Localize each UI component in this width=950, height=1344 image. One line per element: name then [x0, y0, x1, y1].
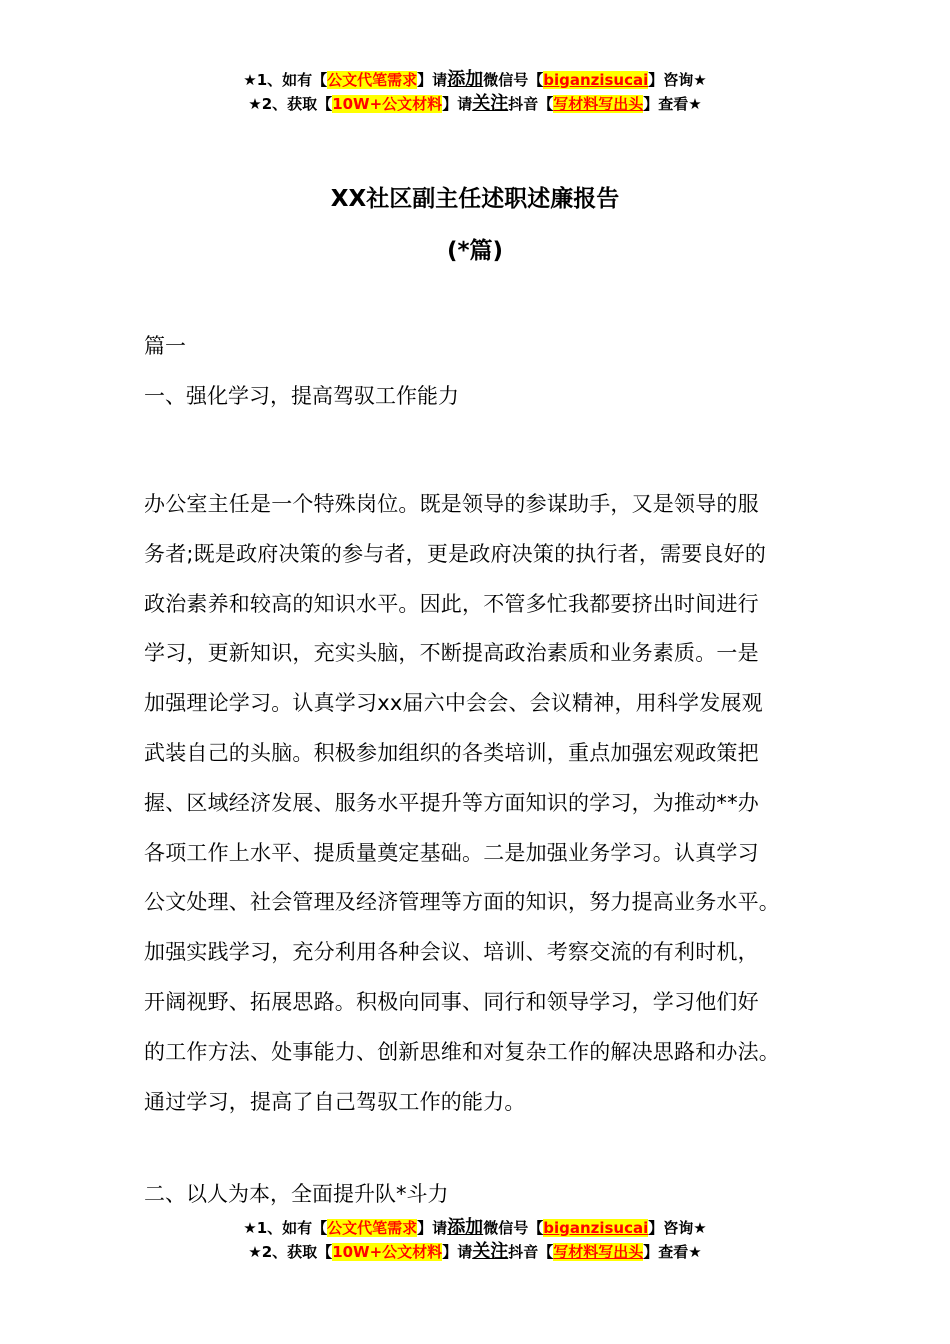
promo-highlight: 公文代笔需求	[327, 1219, 418, 1237]
paragraph-line: 的工作方法、处事能力、创新思维和对复杂工作的解决思路和办法。	[144, 1039, 780, 1064]
promo-text: 抖音【	[508, 95, 554, 113]
paragraph-line: 握、区域经济发展、服务水平提升等方面知识的学习，为推动**办	[144, 790, 759, 815]
promo-wechat-id: biganzisucai	[543, 71, 649, 89]
promo-line-2	[0, 1240, 950, 1264]
promo-text: 】请	[442, 1243, 473, 1261]
promo-banner-bottom	[0, 1216, 950, 1264]
paragraph-line: 办公室主任是一个特殊岗位。既是领导的参谋助手，又是领导的服	[144, 492, 759, 516]
heading-1: 一、强化学习，提高驾驭工作能力	[144, 384, 459, 408]
promo-text: 微信号【	[483, 71, 544, 89]
promo-highlight: 10W+公文材料	[332, 1243, 443, 1261]
paragraph-line: 武装自己的头脑。积极参加组织的各类培训，重点加强宏观政策把	[144, 740, 759, 765]
promo-text: 】请	[442, 95, 473, 113]
promo-text: ★2、获取【	[248, 1243, 333, 1261]
promo-emphasis: 添加	[447, 69, 484, 90]
paragraph-line: 开阔视野、拓展思路。积极向同事、同行和领导学习，学习他们好	[144, 989, 759, 1014]
promo-banner-top	[0, 68, 950, 116]
promo-text: 微信号【	[483, 1219, 544, 1237]
promo-line-2	[0, 92, 950, 116]
promo-line-1	[0, 1216, 950, 1240]
promo-emphasis: 关注	[472, 93, 509, 114]
section-label: 篇一	[144, 334, 186, 358]
promo-line-1	[0, 68, 950, 92]
document-title: XX社区副主任述职述廉报告	[330, 186, 620, 212]
paragraph-line: 学习，更新知识，充实头脑，不断提高政治素质和业务素质。一是	[144, 641, 759, 666]
promo-text: 】请	[417, 1219, 448, 1237]
paragraph-line: 加强实践学习，充分利用各种会议、培训、考察交流的有利时机，	[144, 940, 759, 965]
promo-text: 】请	[417, 71, 448, 89]
promo-text: 】咨询★	[648, 1219, 707, 1237]
promo-wechat-id: biganzisucai	[543, 1219, 649, 1237]
promo-emphasis: 关注	[472, 1241, 509, 1262]
promo-emphasis: 添加	[447, 1217, 484, 1238]
promo-text: 】咨询★	[648, 71, 707, 89]
document-subtitle: (*篇)	[446, 238, 504, 264]
promo-douyin-name: 写材料写出头	[553, 1243, 644, 1261]
paragraph-line: 各项工作上水平、提质量奠定基础。二是加强业务学习。认真学习	[144, 840, 759, 865]
paragraph-line: 政治素养和较高的知识水平。因此，不管多忙我都要挤出时间进行	[144, 591, 759, 616]
heading-2: 二、以人为本，全面提升队*斗力	[144, 1182, 449, 1206]
promo-text: 】查看★	[643, 1243, 702, 1261]
promo-text: 】查看★	[643, 95, 702, 113]
promo-douyin-name: 写材料写出头	[553, 95, 644, 113]
paragraph-line: 公文处理、社会管理及经济管理等方面的知识，努力提高业务水平。	[144, 890, 780, 915]
paragraph-1	[144, 480, 834, 1127]
promo-text: ★2、获取【	[248, 95, 333, 113]
promo-text: ★1、如有【	[243, 1219, 328, 1237]
promo-text: ★1、如有【	[243, 71, 328, 89]
promo-highlight: 公文代笔需求	[327, 71, 418, 89]
promo-text: 抖音【	[508, 1243, 554, 1261]
paragraph-line: 务者;既是政府决策的参与者，更是政府决策的执行者，需要良好的	[144, 541, 767, 566]
promo-highlight: 10W+公文材料	[332, 95, 443, 113]
paragraph-line: 通过学习，提高了自己驾驭工作的能力。	[144, 1089, 526, 1114]
paragraph-line: 加强理论学习。认真学习xx届六中会会、会议精神，用科学发展观	[144, 691, 763, 716]
